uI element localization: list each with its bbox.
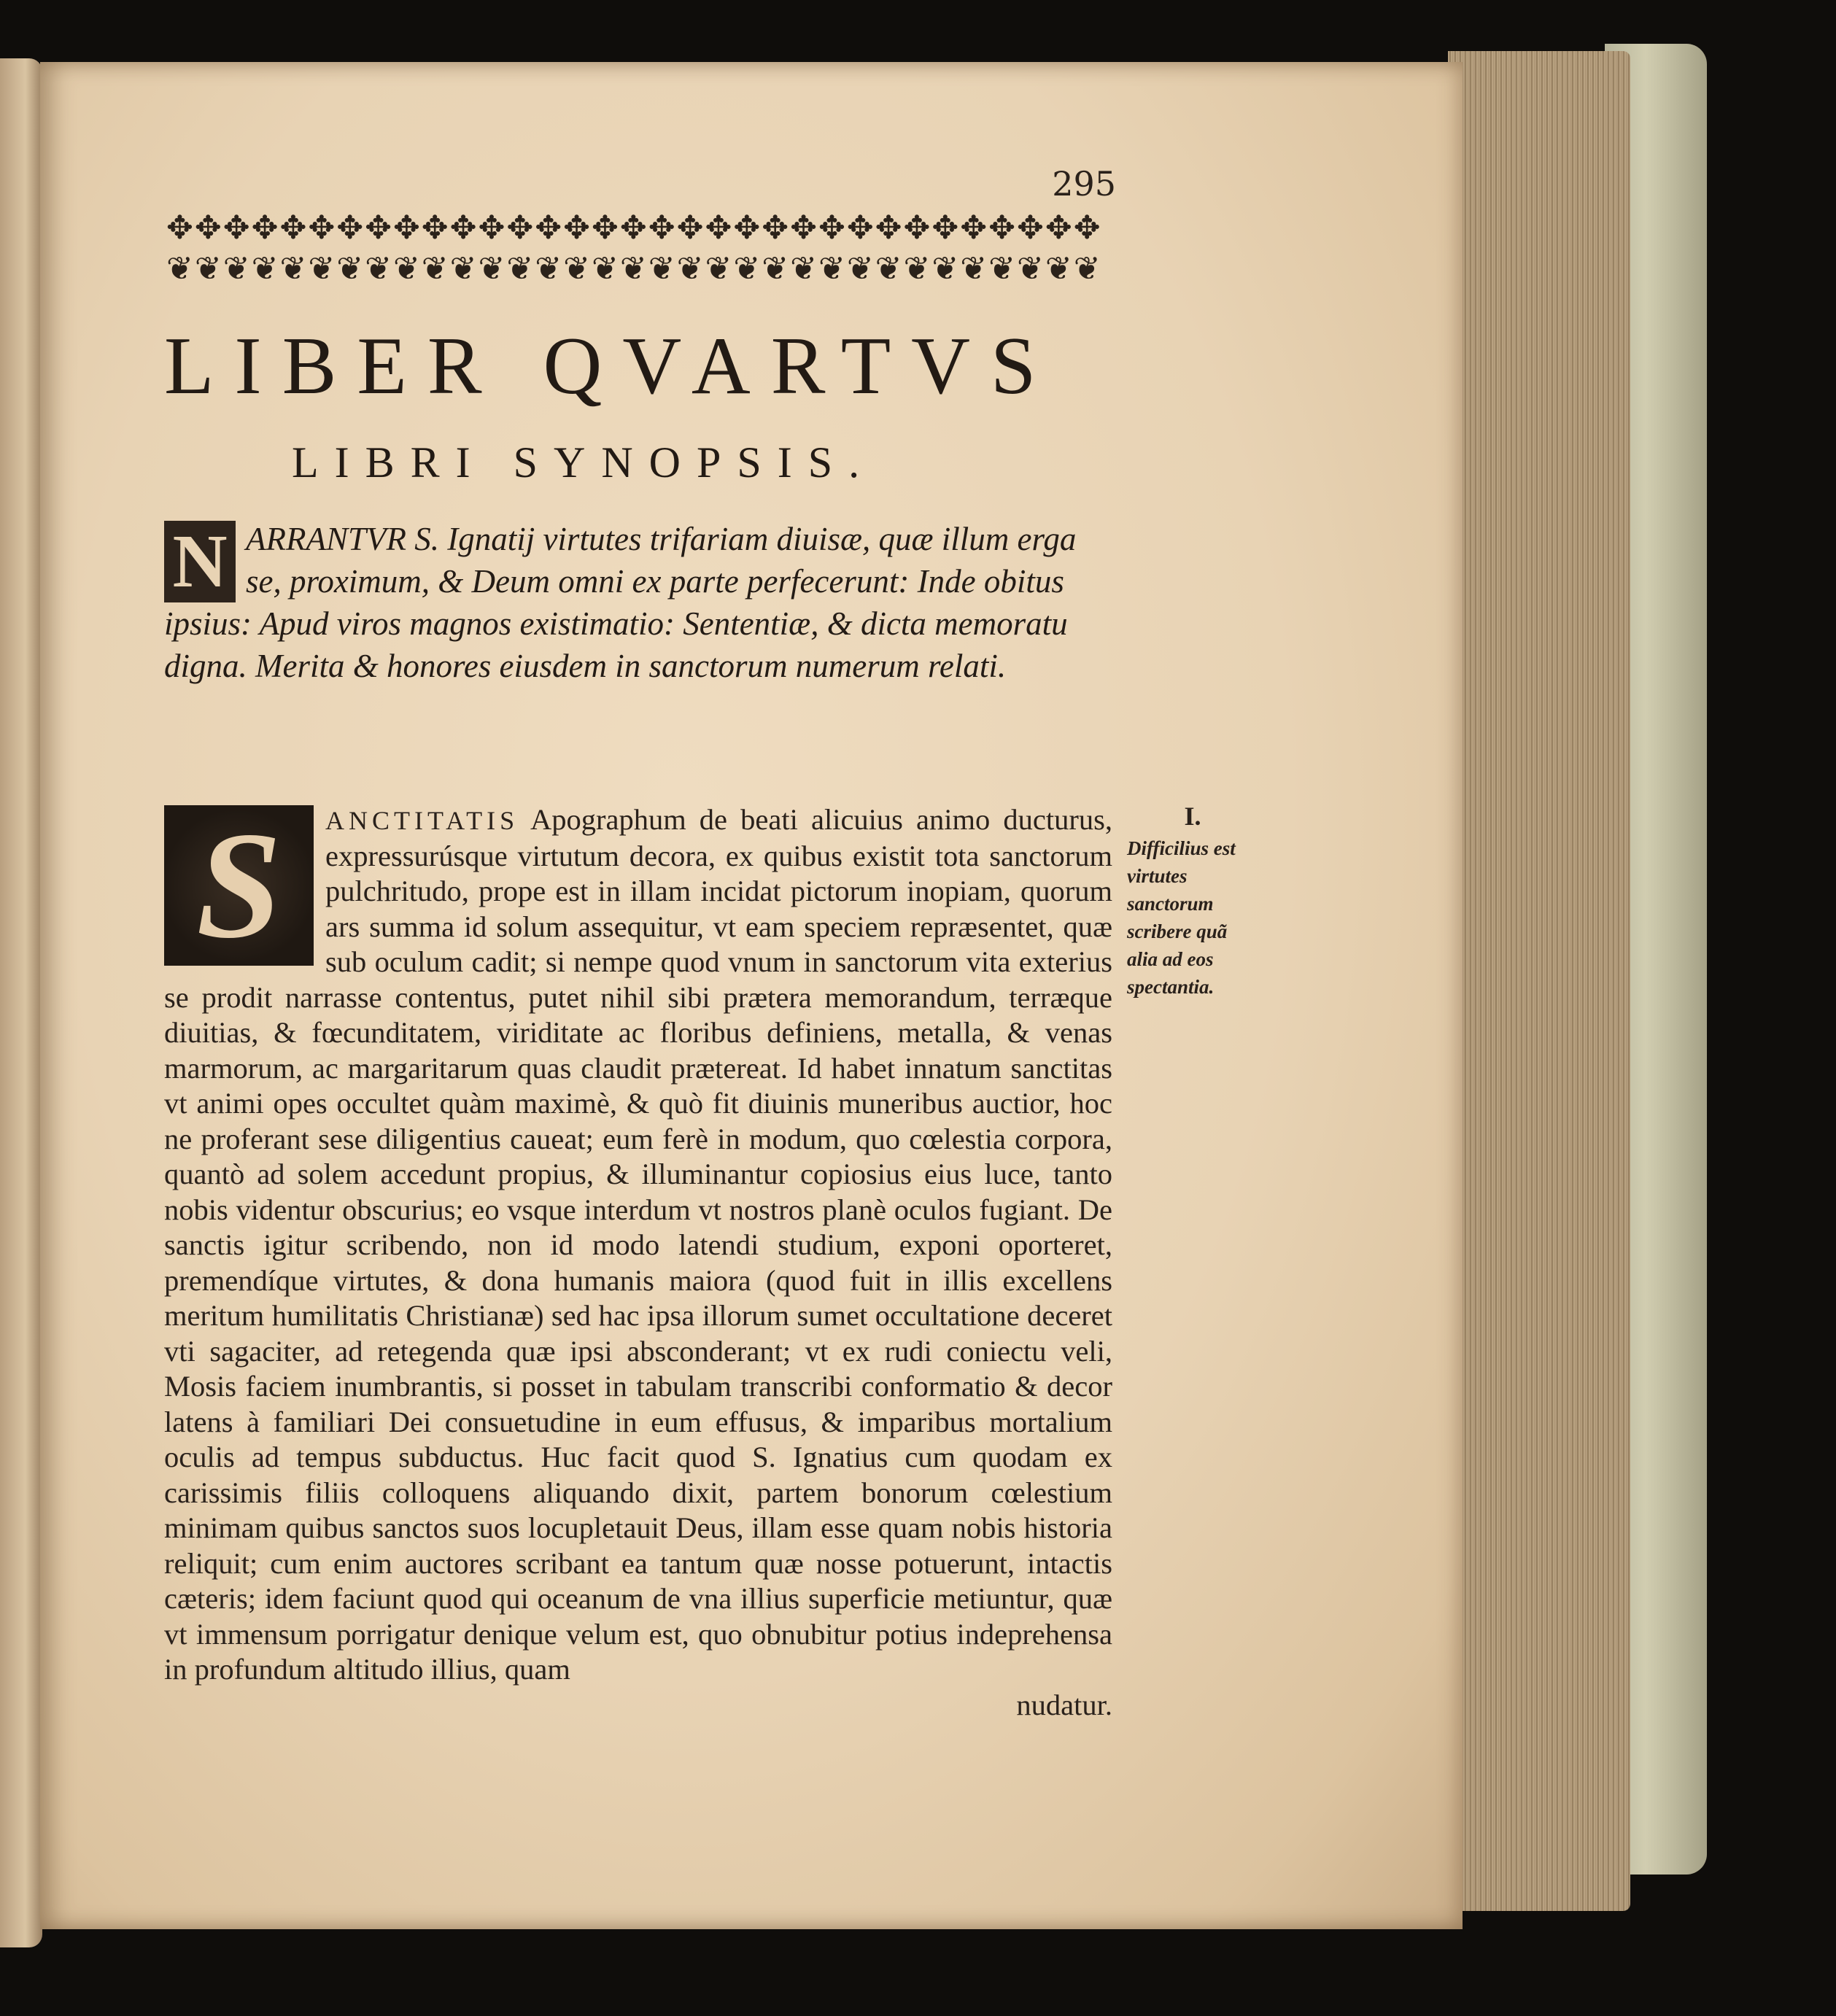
marginal-note-number: I.	[1184, 802, 1201, 831]
main-opening-word: ANCTITATIS	[325, 806, 519, 835]
synopsis-opening-word: ARRANTVR	[246, 521, 406, 557]
decorated-initial-n: N	[164, 521, 236, 602]
page-block-edges	[1448, 51, 1630, 1911]
main-text-block	[164, 802, 1112, 1723]
synopsis-heading: LIBRI SYNOPSIS.	[292, 438, 876, 486]
ornament-row-bottom: ❦❦❦❦❦❦❦❦❦❦❦❦❦❦❦❦❦❦❦❦❦❦❦❦❦❦❦❦❦❦❦❦❦	[166, 250, 1102, 287]
marginal-note-text: Difficilius est virtutes sanctorum scribere quã alia ad eos spectantia.	[1127, 837, 1236, 998]
main-body-text: Apographum de beati alicuius animo ducturus, expressurúsque virtutum decora, ex quibus existit tota sanctorum pulchritudo, prope est in illam incidat pictorum inopiam, quorum ars summa id solum assequitur, vt eam speciem repræsentet, quæ sub oculum cadit; si nempe quod vnum in sanctorum vita exterius se prodit narrasse contentus, putet nihil sibi prætera memorandum, terræque diuitias, & fœcunditatem, viriditate ac floribus definiens, metalla, & venas marmorum, ac margaritarum quas claudit prætereat. Id habet innatum sanctitas vt animi opes occultet quàm maximè, & quò fit diuinis muneribus auctior, hoc ne proferant sese diligentius caueat; eum ferè in modum, quo cœlestia corpora, quantò ad solem accedunt propius, & illuminantur copiosius eius luce, tanto nobis videntur obscurius; eo vsque interdum vt nostros planè oculos fugiant. De sanctis igitur scribendo, non id modo latendi studium, exponi oporteret, premendíque virtutes, & dona humanis maiora (quod fuit in illis excellens meritum humilitatis Christianæ) sed hac ipsa illorum sumet occultatione deceret vti sagaciter, ad retegenda quæ ipsi absconderant; vt ex rudi coniectu veli, Mosis faciem inumbrantis, si posset in tabulam transcribi conformatio & decor latens à familiari Dei consuetudine in eum effusus, & imparibus mortalium oculis ad tempus subductus. Huc facit quod S. Ignatius cum quodam ex carissimis filiis colloquens aliquando dixit, partem bonorum cœlestium minimam quibus sanctos suos locupletauit Deus, illam esse quam nobis historia reliquit; cum enim auctores scribant ea tantum quæ nosse potuerunt, intactis cæteris; idem faciunt quod qui oceanum de vna illius superficie metiuntur, quæ vt immensum porrigatur denique velum est, quo obnubitur potius indeprehensa in profundum altitudo illius, quam	[164, 803, 1112, 1686]
facing-page-edge	[0, 58, 42, 1947]
catchword: nudatur.	[1016, 1688, 1112, 1721]
marginal-note	[1127, 802, 1258, 1001]
book-title: LIBER QVARTVS	[164, 321, 1057, 411]
synopsis-text: S. Ignatij virtutes trifariam diuisæ, quæ illum erga se, proximum, & Deum omni ex parte perfecerunt: Inde obitus ipsius: Apud viros magnos existimatio: Sententiæ, & dicta memoratu digna. Merita & honores eiusdem in sanctorum numerum relati.	[164, 521, 1077, 684]
synopsis-paragraph	[164, 518, 1120, 687]
page-number: 295	[1052, 164, 1116, 203]
ornament-row-top: ✥✥✥✥✥✥✥✥✥✥✥✥✥✥✥✥✥✥✥✥✥✥✥✥✥✥✥✥✥✥✥✥✥	[166, 209, 1102, 247]
decorated-initial-s: S	[164, 805, 314, 966]
decorative-ornament-band	[166, 208, 1115, 295]
